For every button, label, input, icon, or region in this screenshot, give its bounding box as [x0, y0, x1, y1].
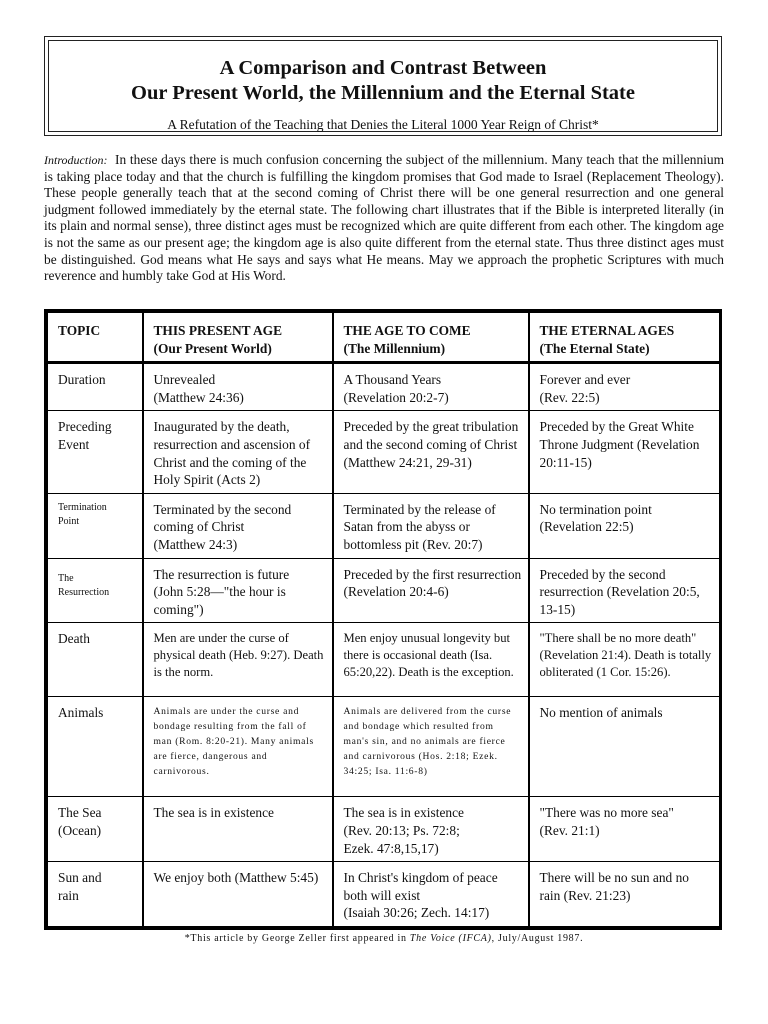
row-present: Unrevealed (Matthew 24:36) [143, 363, 333, 411]
row-present: The resurrection is future (John 5:28—"the hour is coming") [143, 558, 333, 623]
intro-paragraph [44, 152, 724, 285]
row-millennium: Terminated by the release of Satan from the abyss or bottomless pit (Rev. 20:7) [333, 493, 529, 558]
table-row [48, 558, 720, 623]
row-topic: Termination Point [48, 493, 143, 558]
row-millennium: The sea is in existence (Rev. 20:13; Ps. 72:8; Ezek. 47:8,15,17) [333, 797, 529, 862]
row-eternal: "There shall be no more death" (Revelation 21:4). Death is totally obliterated (1 Cor. 15:26). [529, 623, 720, 697]
row-millennium: Preceded by the great tribulation and the second coming of Christ (Matthew 24:21, 29-31) [333, 411, 529, 493]
row-eternal: Forever and ever (Rev. 22:5) [529, 363, 720, 411]
row-topic: The Sea (Ocean) [48, 797, 143, 862]
footnote-publication: The Voice (IFCA) [409, 933, 492, 944]
header-eternal-ages: THE ETERNAL AGES (The Eternal State) [529, 313, 720, 363]
title-box [44, 36, 722, 136]
table-row [48, 363, 720, 411]
page-subtitle: A Refutation of the Teaching that Denies the Literal 1000 Year Reign of Christ* [167, 117, 599, 132]
title-line-1: A Comparison and Contrast Between [219, 57, 547, 79]
row-topic: The Resurrection [48, 558, 143, 623]
row-topic: Preceding Event [48, 411, 143, 493]
row-eternal: "There was no more sea" (Rev. 21:1) [529, 797, 720, 862]
footnote [0, 933, 768, 944]
row-topic: Animals [48, 697, 143, 797]
row-eternal: Preceded by the Great White Throne Judgment (Revelation 20:11-15) [529, 411, 720, 493]
header-age-to-come: THE AGE TO COME (The Millennium) [333, 313, 529, 363]
row-eternal: No mention of animals [529, 697, 720, 797]
page-title [49, 56, 717, 106]
header-present-age: THIS PRESENT AGE (Our Present World) [143, 313, 333, 363]
row-topic: Death [48, 623, 143, 697]
row-millennium: Preceded by the first resurrection (Revelation 20:4-6) [333, 558, 529, 623]
row-topic: Duration [48, 363, 143, 411]
intro-text: In these days there is much confusion concerning the subject of the millennium. Many teach that the millennium is taking place today and that the church is fulfilling the kingdom promises that God made to Israel (Replacement Theology). These people generally teach that at the second coming of Christ there will be one general resurrection and one general judgment followed immediately by the eternal state. The following chart illustrates that if the Bible is interpreted literally (in its plain and normal sense), three distinct ages must be recognized which are quite different from each other. The kingdom age is not the same as our present age; the kingdom age is also quite different from the eternal state. Thus three distinct ages must be distinguished. God means what He says and says what He means. May we approach the prophetic Scriptures with much reverence and humbly take God at His Word. [44, 152, 724, 284]
row-present: The sea is in existence [143, 797, 333, 862]
table-row [48, 493, 720, 558]
footnote-suffix: , July/August 1987. [491, 933, 584, 944]
table-row [48, 862, 720, 927]
table-row [48, 797, 720, 862]
comparison-table [47, 312, 720, 927]
row-eternal: Preceded by the second resurrection (Revelation 20:5, 13-15) [529, 558, 720, 623]
intro-label: Introduction: [44, 153, 108, 167]
comparison-table-wrapper [44, 309, 722, 930]
row-topic: Sun and rain [48, 862, 143, 927]
table-row [48, 697, 720, 797]
row-present: Animals are under the curse and bondage resulting from the fall of man (Rom. 8:20-21). Many animals are fierce, dangerous and carnivorous. [143, 697, 333, 797]
row-present: Inaugurated by the death, resurrection and ascension of Christ and the coming of the Holy Spirit (Acts 2) [143, 411, 333, 493]
row-present: We enjoy both (Matthew 5:45) [143, 862, 333, 927]
row-eternal: There will be no sun and no rain (Rev. 21:23) [529, 862, 720, 927]
row-millennium: Men enjoy unusual longevity but there is occasional death (Isa. 65:20,22). Death is the exception. [333, 623, 529, 697]
row-millennium: A Thousand Years (Revelation 20:2-7) [333, 363, 529, 411]
table-row [48, 623, 720, 697]
row-present: Terminated by the second coming of Christ (Matthew 24:3) [143, 493, 333, 558]
row-millennium: In Christ's kingdom of peace both will exist (Isaiah 30:26; Zech. 14:17) [333, 862, 529, 927]
header-topic: TOPIC [48, 313, 143, 363]
row-present: Men are under the curse of physical death (Heb. 9:27). Death is the norm. [143, 623, 333, 697]
table-row [48, 411, 720, 493]
table-header-row [48, 313, 720, 363]
title-line-2: Our Present World, the Millennium and the Eternal State [131, 82, 635, 104]
footnote-prefix: *This article by George Zeller first appeared in [184, 933, 410, 944]
title-box-inner [48, 40, 718, 132]
row-eternal: No termination point (Revelation 22:5) [529, 493, 720, 558]
row-millennium: Animals are delivered from the curse and bondage which resulted from man's sin, and no animals are fierce and carnivorous (Hos. 2:18; Ezek. 34:25; Isa. 11:6-8) [333, 697, 529, 797]
